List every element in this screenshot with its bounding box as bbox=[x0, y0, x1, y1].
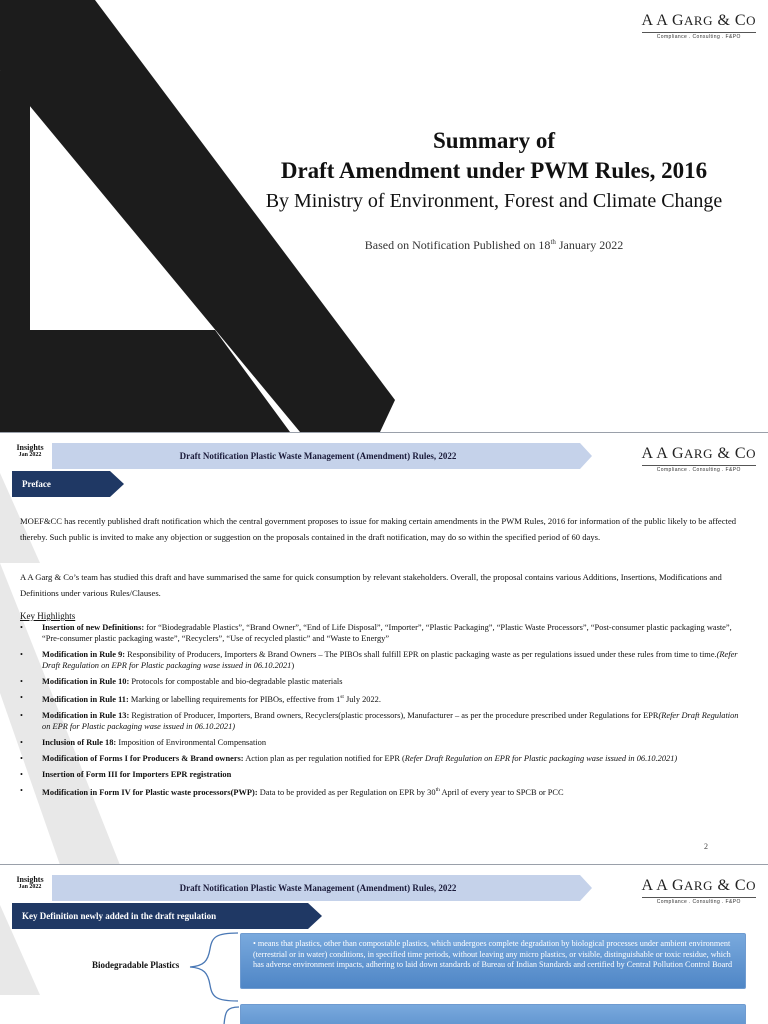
company-logo: A A GARG & CO Compliance . Consulting . F&PO bbox=[641, 877, 756, 905]
list-item: • Modification in Rule 9: Responsibility of Producers, Importers & Brand Owners – The PIBOs shall fulfill EPR on plastic packaging waste as per regulations issued under these rules from time to time.(Refer Draft Regulation on EPR for Plastic packaging wase issued in 06.10.2021) bbox=[20, 650, 738, 670]
cover-title-line1: Summary of bbox=[432, 128, 556, 153]
logo-tagline: Compliance . Consulting . F&PO bbox=[656, 467, 741, 473]
company-logo: A A GARG & CO Compliance . Consulting . F&PO bbox=[641, 445, 756, 473]
definition-term: Biodegradable Plastics bbox=[92, 960, 180, 970]
definitions-slide bbox=[0, 864, 768, 1024]
list-item: • Modification of Forms I for Producers & Brand owners: Action plan as per regulation notified for EPR (Refer Draft Regulation on EPR for Plastic packaging wase issued in 06.10.2021) bbox=[20, 753, 678, 763]
banner-title: Draft Notification Plastic Waste Management (Amendment) Rules, 2022 bbox=[179, 883, 457, 893]
list-item: • Modification in Form IV for Plastic waste processors(PWP): Data to be provided as per Regulation on EPR by 30th April of every year to SPCB or PCC bbox=[20, 785, 564, 797]
slide-banner bbox=[52, 875, 592, 901]
insights-label: Insights Jan 2022 bbox=[16, 443, 44, 458]
list-item: • Modification in Rule 13: Registration of Producer, Importers, Brand owners, Recyclers(plastic processors), Manufacturer – as per the procedure prescribed under Regulations for EPR(Refer Draft Regulation on EPR for Plastic packaging wase issued in 06.10.2021) bbox=[20, 710, 739, 731]
cover-notification-date: Based on Notification Published on 18th January 2022 bbox=[364, 238, 624, 252]
section-label: Preface bbox=[22, 479, 51, 489]
company-logo: A A GARG & CO Compliance . Consulting . F&PO bbox=[641, 12, 756, 40]
definition-box: • means that plastics, other than compostable plastics, which undergoes complete degradation by biological processes under ambient environment (terrestrial or in water) conditions, in specified time periods, without leaving any micro plastics, or visible, distinguishable or toxic residue, which has adverse environment impacts, adhering to laid down standards of Bureau of Indian Standards and certified by Central Pollution Control Board bbox=[240, 933, 746, 989]
curly-brace-connector bbox=[205, 1005, 241, 1024]
cover-subtitle: By Ministry of Environment, Forest and Climate Change bbox=[265, 190, 723, 212]
list-item: • Insertion of Form III for Importers EPR registration bbox=[20, 769, 232, 779]
curly-brace-connector bbox=[186, 931, 240, 1003]
definition-box bbox=[240, 1004, 746, 1024]
key-highlights-heading: Key Highlights bbox=[20, 611, 76, 621]
list-item: • Insertion of new Definitions: for “Biodegradable Plastics”, “Brand Owner”, “End of Life Disposal”, “Importer”, “Plastic Packaging”, “Plastic Waste Processors”, “Post-consumer plastic packaging waste”, “Pre-consumer plastic packaging waste”, “Recyclers”, “Use of recycled plastic” and “Waste to Energy” bbox=[20, 623, 732, 643]
section-tag-preface bbox=[12, 471, 124, 497]
logo-tagline: Compliance . Consulting . F&PO bbox=[656, 34, 741, 40]
list-item: • Modification in Rule 10: Protocols for compostable and bio-degradable plastic materials bbox=[20, 677, 343, 686]
preface-slide bbox=[0, 432, 768, 864]
cover-title-line2: Draft Amendment under PWM Rules, 2016 bbox=[280, 158, 708, 183]
section-label: Key Definition newly added in the draft regulation bbox=[22, 911, 217, 921]
logo-tagline: Compliance . Consulting . F&PO bbox=[656, 899, 741, 905]
preface-paragraph-2: A A Garg & Co’s team has studied this draft and have summarised the same for quick consumption by relevant stakeholders. Overall, the proposal contains various Additions, Insertions, Modifications and Definitions under various Rules/Clauses. bbox=[20, 572, 722, 598]
section-tag-key-definitions bbox=[12, 903, 322, 929]
preface-paragraph-1: MOEF&CC has recently published draft notification which the central government proposes to issue for making certain amendments in the PWM Rules, 2016 for information of the public likely to be affected thereby. Such public is invited to make any objection or suggestion on the proposals contained in the draft notification, may do so within the specified period of 60 days. bbox=[20, 516, 737, 542]
banner-title: Draft Notification Plastic Waste Management (Amendment) Rules, 2022 bbox=[179, 451, 457, 461]
slide-banner bbox=[52, 443, 592, 469]
cover-slide bbox=[0, 0, 768, 432]
page-number: 2 bbox=[704, 842, 708, 851]
list-item: • Modification in Rule 11: Marking or labelling requirements for PIBOs, effective from 1st July 2022. bbox=[20, 693, 381, 704]
list-item: • Inclusion of Rule 18: Imposition of Environmental Compensation bbox=[20, 737, 267, 747]
key-highlights-list bbox=[20, 622, 746, 803]
cover-title-block bbox=[220, 126, 768, 253]
insights-label: Insights Jan 2022 bbox=[16, 875, 44, 890]
